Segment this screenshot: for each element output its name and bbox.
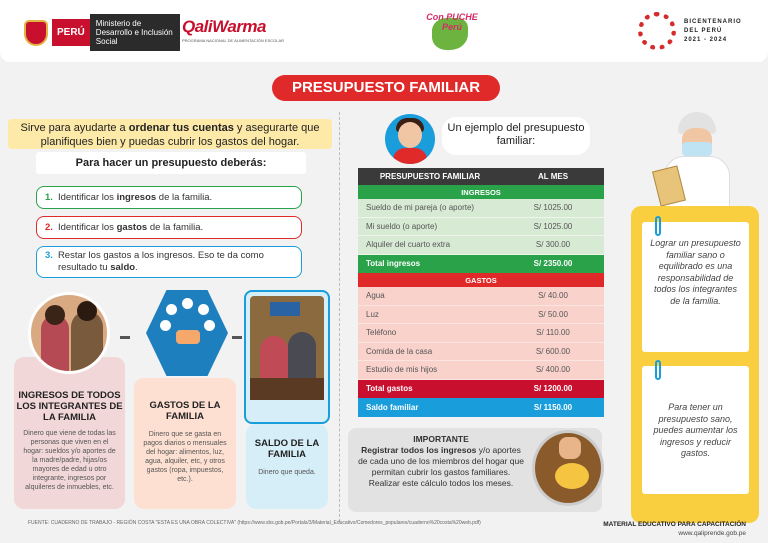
tip-note-2: Para tener un presupuesto sano, puedes aumentar los ingresos y reducir gastos. xyxy=(642,366,749,494)
family-saving-illustration xyxy=(244,290,330,424)
gastos-section-header: GASTOS xyxy=(358,273,604,287)
con-puche-peru-text: Con PUCHE Perú xyxy=(426,12,478,32)
gastos-card-text: Dinero que se gasta en pagos diarios o mensuales del hogar: alimentos, luz, agua, alquiler, etc, y otros gastos (ropa, impuestos, etc.). xyxy=(143,431,227,483)
bicentenario-label: BICENTENARIO xyxy=(684,18,742,25)
table-row: Luz S/ 50.00 xyxy=(358,306,604,325)
saldo-card xyxy=(246,424,328,509)
important-box xyxy=(348,428,602,512)
column-divider xyxy=(339,112,340,522)
government-logo xyxy=(24,14,180,51)
total-gastos-row: Total gastos S/ 1200.00 xyxy=(358,380,604,399)
ingresos-card xyxy=(14,357,125,509)
steps-heading: Para hacer un presupuesto deberás: xyxy=(36,152,306,174)
ingresos-card-text: Dinero que viene de todas las personas que viven en el hogar: sueldos y/o aportes de la madre/padre, hijas/os mayores de edad u otro integrante, ingresos por alquileres de inmuebles, etc. xyxy=(23,430,116,491)
gastos-card-title: GASTOS DE LA FAMILIA xyxy=(149,400,221,422)
step-3: 3. Restar los gastos a los ingresos. Eso te da como resultado tu saldo. xyxy=(36,246,302,278)
important-highlight: Registrar todos los ingresos xyxy=(361,445,477,455)
table-row: Sueldo de mi pareja (o aporte) S/ 1025.00 xyxy=(358,199,604,218)
bicentenario-logo xyxy=(638,12,742,50)
source-footnote: FUENTE: CUADERNO DE TRABAJO - REGIÓN COSTA "ESTA ES UNA OBRA COLECTIVA" (https://www.sbs.gob.pe/Portals/3/Material_Educativo/Comedores_populares/cuaderno%20costa%20web.pdf) xyxy=(28,520,481,526)
table-row: Comida de la casa S/ 600.00 xyxy=(358,343,604,362)
important-heading: IMPORTANTE xyxy=(413,434,469,444)
qaliwarma-subtitle: PROGRAMA NACIONAL DE ALIMENTACIÓN ESCOLAR xyxy=(182,38,285,43)
minus-sign-icon xyxy=(120,336,130,339)
del-peru-label: DEL PERÚ xyxy=(684,27,723,34)
peru-label: PERÚ xyxy=(52,19,90,46)
budget-table xyxy=(358,168,604,417)
equals-sign-icon xyxy=(232,336,242,339)
family-couple-illustration xyxy=(28,292,110,374)
gastos-card xyxy=(134,378,236,509)
step-1: 1. Identificar los ingresos de la familia. xyxy=(36,186,302,209)
step-2: 2. Identificar los gastos de la familia. xyxy=(36,216,302,239)
saldo-card-text: Dinero que queda. xyxy=(258,469,316,476)
paperclip-icon xyxy=(655,216,661,236)
page-title: PRESUPUESTO FAMILIAR xyxy=(272,75,500,101)
coat-of-arms-icon xyxy=(24,20,48,46)
important-text: y/o aportes de cada uno de los miembros del hogar que permitan cubrir los gastos familiares. Realizar este cálculo todos los meses. xyxy=(358,445,524,488)
woman-avatar xyxy=(385,114,435,164)
bicentenario-emblem-icon xyxy=(638,12,676,50)
intro-text: Sirve para ayudarte a ordenar tus cuentas y asegurarte que planifiques bien y puedas cubrir los gastos del hogar. xyxy=(8,119,332,149)
qaliwarma-logo xyxy=(182,17,284,43)
table-row: Estudio de mis hijos S/ 400.00 xyxy=(358,361,604,380)
table-row: Alquiler del cuarto extra S/ 300.00 xyxy=(358,236,604,255)
ministry-label: Ministerio de Desarrollo e Inclusión Social xyxy=(90,14,180,51)
table-header-row: PRESUPUESTO FAMILIAR AL MES xyxy=(358,168,604,185)
ingresos-section-header: INGRESOS xyxy=(358,185,604,199)
paperclip-icon xyxy=(655,360,661,380)
qaliwarma-name: QaliWarma xyxy=(182,17,267,36)
example-speech-bubble: Un ejemplo del presupuesto familiar: xyxy=(442,117,590,155)
intro-highlight: ordenar tus cuentas xyxy=(128,122,234,134)
con-puche-peru-logo xyxy=(420,8,484,54)
household-expenses-icon xyxy=(146,290,228,376)
nutritionist-illustration xyxy=(650,112,740,212)
header-bar xyxy=(0,0,768,62)
piggy-bank-icon xyxy=(532,430,604,506)
table-row: Teléfono S/ 110.00 xyxy=(358,324,604,343)
ingresos-card-title: INGRESOS DE TODOS LOS INTEGRANTES DE LA FAMILIA xyxy=(16,390,123,423)
saldo-card-title: SALDO DE LA FAMILIA xyxy=(254,438,320,460)
website-link[interactable]: www.qaliprende.gob.pe xyxy=(678,530,746,537)
table-row: Agua S/ 40.00 xyxy=(358,287,604,306)
material-label: MATERIAL EDUCATIVO PARA CAPACITACIÓN xyxy=(603,521,746,528)
total-ingresos-row: Total ingresos S/ 2350.00 xyxy=(358,255,604,274)
saldo-familiar-row: Saldo familiar S/ 1150.00 xyxy=(358,398,604,417)
table-row: Mi sueldo (o aporte) S/ 1025.00 xyxy=(358,218,604,237)
tip-note-1: Lograr un presupuesto familiar sano o equilibrado es una responsabilidad de todos los integrantes de la familia. xyxy=(642,222,749,352)
years-label: 2021 - 2024 xyxy=(684,36,728,43)
